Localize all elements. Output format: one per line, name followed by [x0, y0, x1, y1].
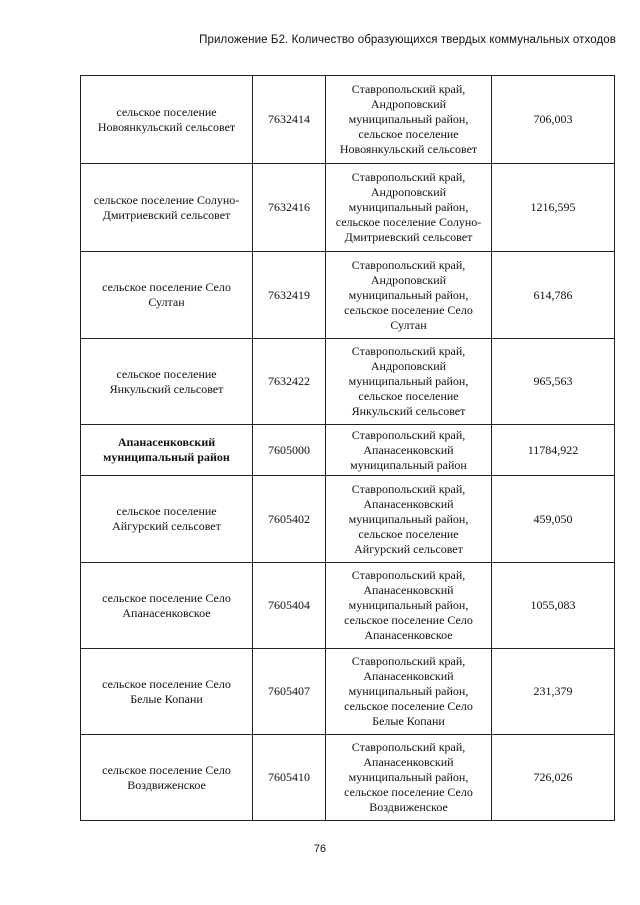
waste-amount-cell: 1216,595 — [492, 164, 615, 252]
waste-amount-cell: 11784,922 — [492, 425, 615, 476]
location-description-cell: Ставропольский край, Апанасенковский муниципальный район — [326, 425, 492, 476]
page-header-title: Приложение Б2. Количество образующихся твердых коммунальных отходов — [199, 34, 616, 46]
oktmo-code-cell: 7632422 — [253, 339, 326, 425]
oktmo-code-cell: 7632419 — [253, 252, 326, 339]
table-row — [81, 252, 615, 339]
settlement-name-cell: сельское поселение Солуно-Дмитриевский сельсовет — [81, 164, 253, 252]
settlement-name-cell: сельское поселение Село Белые Копани — [81, 649, 253, 735]
location-description-cell: Ставропольский край, Апанасенковский муниципальный район, сельское поселение Село Белые Копани — [326, 649, 492, 735]
page-number: 76 — [313, 843, 327, 855]
location-description-cell: Ставропольский край, Андроповский муниципальный район, сельское поселение Янкульский сельсовет — [326, 339, 492, 425]
location-description-cell: Ставропольский край, Апанасенковский муниципальный район, сельское поселение Село Воздвиженское — [326, 735, 492, 821]
oktmo-code-cell: 7632414 — [253, 76, 326, 164]
table-row — [81, 339, 615, 425]
table-row — [81, 563, 615, 649]
settlement-name-cell: сельское поселение Село Султан — [81, 252, 253, 339]
settlement-name-cell: сельское поселение Село Воздвиженское — [81, 735, 253, 821]
district-name-cell: Апанасенковский муниципальный район — [81, 425, 253, 476]
settlement-name-cell: сельское поселение Айгурский сельсовет — [81, 476, 253, 563]
table-row — [81, 425, 615, 476]
settlement-name-cell: сельское поселение Новоянкульский сельсовет — [81, 76, 253, 164]
location-description-cell: Ставропольский край, Апанасенковский муниципальный район, сельское поселение Село Апанасенковское — [326, 563, 492, 649]
settlement-name-cell: сельское поселение Село Апанасенковское — [81, 563, 253, 649]
waste-amount-cell: 965,563 — [492, 339, 615, 425]
table-row — [81, 164, 615, 252]
oktmo-code-cell: 7605402 — [253, 476, 326, 563]
table-row — [81, 649, 615, 735]
waste-amount-cell: 614,786 — [492, 252, 615, 339]
table-row — [81, 76, 615, 164]
settlement-name-cell: сельское поселение Янкульский сельсовет — [81, 339, 253, 425]
oktmo-code-cell: 7605407 — [253, 649, 326, 735]
location-description-cell: Ставропольский край, Андроповский муниципальный район, сельское поселение Солуно-Дмитриевский сельсовет — [326, 164, 492, 252]
oktmo-code-cell: 7605404 — [253, 563, 326, 649]
location-description-cell: Ставропольский край, Апанасенковский муниципальный район, сельское поселение Айгурский сельсовет — [326, 476, 492, 563]
waste-table — [80, 75, 615, 821]
table-row — [81, 476, 615, 563]
table-row — [81, 735, 615, 821]
waste-amount-cell: 459,050 — [492, 476, 615, 563]
waste-amount-cell: 726,026 — [492, 735, 615, 821]
waste-amount-cell: 1055,083 — [492, 563, 615, 649]
waste-amount-cell: 706,003 — [492, 76, 615, 164]
oktmo-code-cell: 7632416 — [253, 164, 326, 252]
location-description-cell: Ставропольский край, Андроповский муниципальный район, сельское поселение Село Султан — [326, 252, 492, 339]
oktmo-code-cell: 7605410 — [253, 735, 326, 821]
waste-amount-cell: 231,379 — [492, 649, 615, 735]
oktmo-code-cell: 7605000 — [253, 425, 326, 476]
location-description-cell: Ставропольский край, Андроповский муниципальный район, сельское поселение Новоянкульский сельсовет — [326, 76, 492, 164]
